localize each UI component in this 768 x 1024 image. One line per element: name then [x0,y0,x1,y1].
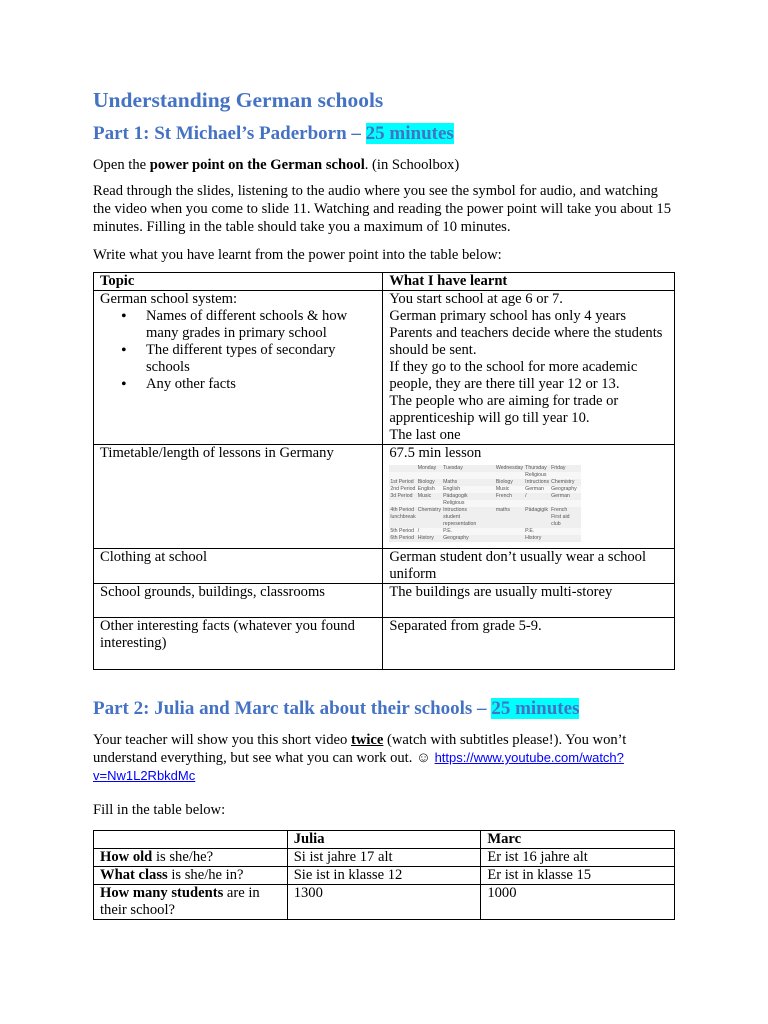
timetable-cell [442,472,495,479]
answer-cell[interactable]: German student don’t usually wear a school uniform [383,549,675,584]
timetable-cell: Thursday [524,465,550,472]
timetable-cell: History [417,535,442,542]
question-rest: are in their school? [100,885,260,918]
timetable-cell: Music [495,486,524,493]
answer-line: German primary school has only 4 years [389,308,627,324]
answer-cell[interactable] [383,445,675,549]
timetable-cell: English [417,486,442,493]
timetable-cell: Intructions [442,507,495,514]
answer-line: The last one [389,427,461,443]
table-row [94,445,675,549]
table-row [94,885,675,920]
timetable-cell: 6th Period [389,535,416,542]
timetable-cell [495,528,524,535]
question-cell [94,867,288,885]
header-learnt: What I have learnt [383,273,675,291]
question-cell [94,849,288,867]
timetable-cell: First aid club [550,514,581,528]
answer-cell[interactable]: Separated from grade 5-9. [383,618,675,670]
timetable-cell [495,472,524,479]
video-link[interactable]: https://www.youtube.com/watch?v=Nw1L2RbkdMc [93,750,624,783]
timetable-header-row [389,465,581,472]
timetable-cell: P.E. [442,528,495,535]
part2-instruction-video [93,731,677,785]
timetable-cell [389,472,416,479]
part1-heading-text: Part 1: St Michael’s Paderborn – [93,123,366,144]
answer-cell[interactable] [383,291,675,445]
julia-marc-table [93,830,675,920]
timetable-cell: Geography [442,535,495,542]
topic-cell: Timetable/length of lessons in Germany [94,445,383,549]
timetable-cell: Monday [417,465,442,472]
answer-line: If they go to the school for more academic people, they are there till year 12 or 13. [389,359,638,392]
timetable-cell: Friday [550,465,581,472]
topic-cell: School grounds, buildings, classrooms [94,584,383,618]
timetable-cell: Geography [550,486,581,493]
julia-answer-cell[interactable]: Si ist jahre 17 alt [287,849,481,867]
timetable-cell: Intructions [525,479,550,485]
timetable-cell [550,500,581,507]
timetable-cell: maths [495,507,524,514]
timetable-cell: / [524,493,550,500]
timetable-cell: Maths [442,479,495,486]
answer-line: 67.5 min lesson [389,445,482,461]
timetable-row [389,500,581,507]
timetable-cell: 1st Period [389,479,416,486]
timetable-cell [550,528,581,535]
timetable-cell [524,500,550,507]
timetable-cell: P.E. [524,528,550,535]
timetable-cell: English [442,486,495,493]
timetable-row [389,535,581,542]
timetable-row [389,514,581,528]
timetable-cell: student representation [442,514,495,528]
answer-cell[interactable]: The buildings are usually multi-storey [383,584,675,618]
timetable-cell: Chemistry [417,507,442,513]
timetable-cell [495,535,524,542]
timetable-row [389,472,581,479]
timetable-cell: Chemistry [550,479,581,486]
question-cell [94,885,288,920]
timetable-cell: Music [417,493,442,500]
table-row [94,618,675,670]
smiley-icon: ☺ [416,750,431,766]
topic-cell: Other interesting facts (whatever you found interesting) [94,618,383,670]
marc-answer-cell[interactable]: Er ist in klasse 15 [481,867,675,885]
answer-line: The people who are aiming for trade or apprenticeship will go till year 10. [389,393,619,426]
text-run: (watch with subtitles please!). You won’t understand everything, but see what you can work out. [93,732,627,766]
part1-heading [93,121,677,147]
table-row [94,291,675,445]
part2-heading-text: Part 2: Julia and Marc talk about their schools – [93,698,492,719]
timetable-cell: / [417,528,442,535]
topic-cell: Clothing at school [94,549,383,584]
header-topic: Topic [94,273,383,291]
text-run: . (in Schoolbox) [364,157,460,173]
answer-line: You start school at age 6 or 7. [389,291,563,307]
timetable-cell [389,500,416,507]
timetable-cell [417,514,442,528]
question-rest: is she/he in? [167,867,244,883]
timetable-cell: Biology [417,479,442,486]
julia-answer-cell[interactable]: Sie ist in klasse 12 [287,867,481,885]
timetable-cell [495,514,524,528]
topic-cell [94,291,383,445]
part1-instruction-write: Write what you have learnt from the power point into the table below: [93,247,502,263]
bold-underlined-run: twice [350,732,384,748]
timetable-row [389,486,581,493]
timetable-cell: Religious [524,472,550,479]
timetable-cell [417,472,442,479]
question-bold: How many students [100,885,224,901]
bold-run: power point on the German school [149,157,365,173]
table-header-row [94,273,675,291]
table-row [94,867,675,885]
header-question [94,831,288,849]
timetable-cell: 3d Period [389,493,416,500]
learning-table [93,272,675,670]
part2-heading [93,696,677,722]
timetable-cell: German [550,493,581,500]
part1-time-highlight: 25 minutes [365,123,454,144]
timetable-cell [495,500,524,507]
question-bold: What class [100,867,168,883]
timetable-cell [550,535,581,542]
list-item: • Names of different schools & how many grades in primary school [146,308,376,342]
timetable-cell [550,472,581,479]
timetable-cell: French [495,493,524,500]
marc-answer-cell[interactable]: 1000 [481,885,675,920]
table-row [94,584,675,618]
part1-instruction-read: Read through the slides, listening to the audio where you see the symbol for audio, and watching the video when you come to slide 11. Watching and reading the power point will take you about 15 minutes. Filling in the table should take you a maximum of 10 minutes. [93,183,671,235]
timetable-row [389,528,581,535]
timetable-cell: Pädagigik [524,507,550,514]
document-title: Understanding German schools [93,88,384,112]
table-header-row [94,831,675,849]
timetable-image [389,465,668,542]
topic-bullet-list [100,308,376,393]
julia-answer-cell[interactable]: 1300 [287,885,481,920]
document-page [93,86,677,920]
part1-instruction-open [93,156,677,174]
timetable-cell: 4th Period [389,507,416,514]
timetable-grid [389,465,581,542]
timetable-cell: German [524,486,550,493]
timetable-cell: Religious [442,500,495,507]
part2-instruction-fill: Fill in the table below: [93,802,226,818]
timetable-cell [417,500,442,507]
header-marc: Marc [481,831,675,849]
timetable-cell: Biology [495,479,524,486]
timetable-cell: 5th Period [389,528,416,535]
timetable-cell: 2nd Period [390,486,416,492]
marc-answer-cell[interactable]: Er ist 16 jahre alt [481,849,675,867]
timetable-row [389,507,581,514]
question-rest: is she/he? [152,849,214,865]
table-row [94,549,675,584]
timetable-cell: Wednesday [495,465,524,471]
timetable-row [389,479,581,486]
timetable-cell: History [524,535,550,542]
question-bold: How old [100,849,153,865]
timetable-cell: Tuesday [442,465,495,472]
answer-line: Parents and teachers decide where the students should be sent. [389,325,663,358]
timetable-cell: lunchbreak [389,514,416,528]
timetable-cell [524,514,550,528]
text-run: Your teacher will show you this short video [93,732,351,748]
list-item: • The different types of secondary schools [146,342,376,376]
table-row [94,849,675,867]
list-item: • Any other facts [146,376,376,393]
part2-time-highlight: 25 minutes [491,698,580,719]
header-julia: Julia [287,831,481,849]
text-run: Open the [93,157,150,173]
topic-text: German school system: [100,291,237,307]
timetable-row [389,493,581,500]
timetable-cell: Pädagogik [442,493,495,500]
timetable-cell [389,465,416,472]
timetable-cell: French [550,507,581,514]
